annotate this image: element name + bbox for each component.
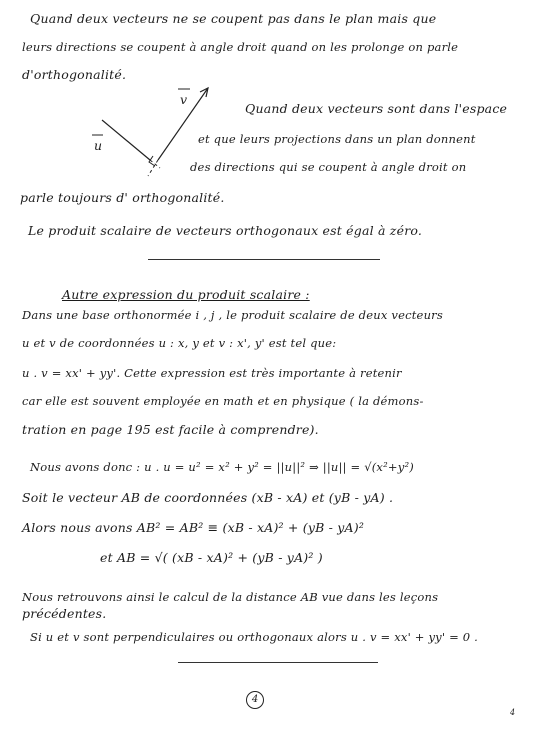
text-line-18: et AB = √( (xB - xA)² + (yB - yA)² ) — [100, 550, 323, 565]
separator-2 — [178, 662, 378, 663]
text-line-5: et que leurs projections dans un plan donnent — [198, 132, 476, 146]
text-line-3: d'orthogonalité. — [22, 67, 127, 82]
text-line-15: Nous avons donc : u . u = u² = x² + y² = ||u||² ⇒ ||u|| = √(x²+y²) — [30, 460, 414, 474]
text-line-6: des directions qui se coupent à angle droit on — [190, 160, 467, 174]
text-line-19: Nous retrouvons ainsi le calcul de la distance AB vue dans les leçons — [22, 590, 439, 604]
text-line-13: car elle est souvent employée en math et en physique ( la démons- — [22, 394, 424, 408]
page-number: 4 — [246, 691, 264, 709]
text-line-14: tration en page 195 est facile à comprendre). — [22, 422, 319, 437]
text-line-17: Alors nous avons AB² = AB² ≡ (xB - xA)² + (yB - yA)² — [22, 520, 365, 535]
text-line-12: u . v = xx' + yy'. Cette expression est très importante à retenir — [22, 366, 402, 380]
separator-1 — [148, 259, 380, 260]
text-line-4: Quand deux vecteurs sont dans l'espace — [245, 101, 508, 116]
text-line-10: Dans une base orthonormée i , j , le produit scalaire de deux vecteurs — [22, 308, 443, 322]
figure-label-u: u — [94, 138, 103, 153]
text-line-7: parle toujours d' orthogonalité. — [20, 190, 225, 205]
text-line-1: Quand deux vecteurs ne se coupent pas dans le plan mais que — [30, 11, 437, 26]
text-line-2: leurs directions se coupent à angle droit quand on les prolonge on parle — [22, 40, 459, 54]
text-line-11: u et v de coordonnées u : x, y et v : x', y' est tel que: — [22, 336, 337, 350]
text-line-8: Le produit scalaire de vecteurs orthogonaux est égal à zéro. — [28, 223, 423, 238]
figure-label-v: v — [180, 92, 188, 107]
text-line-20: précédentes. — [22, 606, 107, 621]
section-title: Autre expression du produit scalaire : — [62, 287, 310, 302]
text-line-16: Soit le vecteur AB de coordonnées (xB - xA) et (yB - yA) . — [22, 490, 394, 505]
vector-u-line — [102, 120, 150, 160]
text-line-21: Si u et v sont perpendiculaires ou orthogonaux alors u . v = xx' + yy' = 0 . — [30, 630, 479, 644]
corner-mark: 4 — [510, 708, 516, 717]
